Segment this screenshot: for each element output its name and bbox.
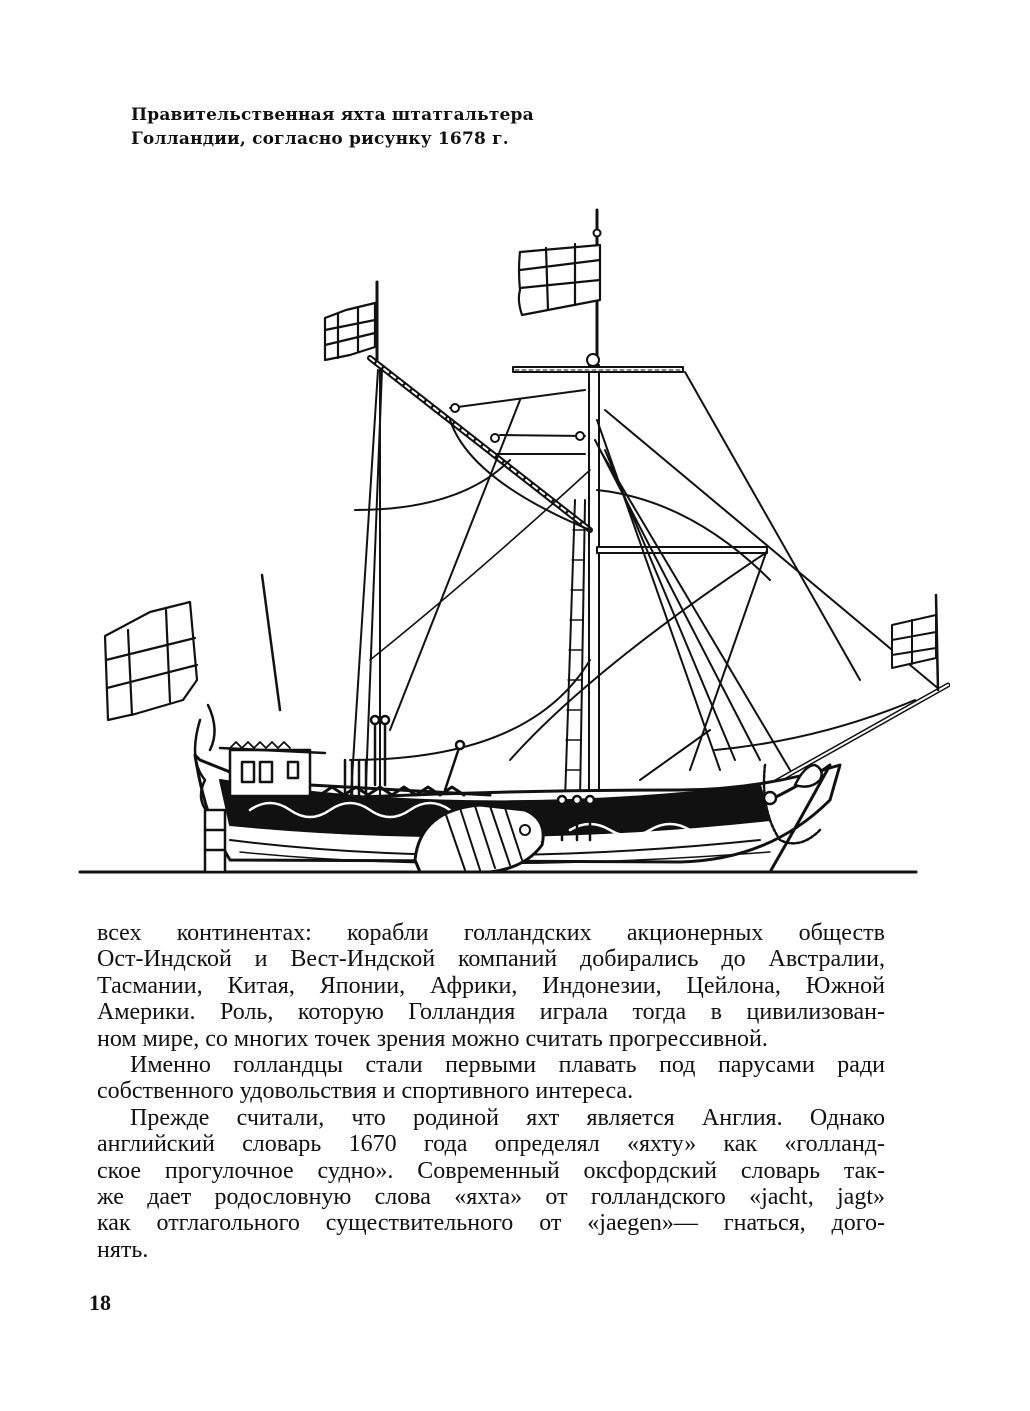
text-line: Ост-Индской и Вест-Индской компаний добирались до Австралии, (97, 946, 885, 973)
cabin (220, 742, 325, 796)
stern-flag (105, 602, 197, 720)
figure-caption (131, 103, 534, 151)
text-line: Тасмании, Китая, Японии, Африки, Индонезии, Цейлона, Южной (97, 972, 885, 999)
text-line: собственного удовольствия и спортивного интереса. (97, 1078, 634, 1105)
text-line: ном мире, со многих точек зрения можно считать прогрессивной. (97, 1025, 768, 1052)
ship-illustration (70, 200, 950, 890)
text-line: нять. (97, 1236, 149, 1263)
text-line: Америки. Роль, которую Голландия играла тогда в цивилизован- (97, 999, 885, 1026)
text-line: английский словарь 1670 года определял «яхту» как «голланд- (97, 1131, 885, 1158)
body-text (97, 920, 885, 1263)
text-line: Прежде считали, что родиной яхт является Англия. Однако (130, 1104, 885, 1131)
page-number: 18 (89, 1290, 111, 1315)
gaff-flag (325, 303, 375, 360)
caption-line: Голландии, согласно рисунку 1678 г. (131, 129, 509, 149)
stern-staff (262, 575, 280, 710)
paragraph (97, 920, 885, 1052)
paragraph (97, 1052, 885, 1105)
bow-flag (892, 615, 936, 668)
text-line: же дает родословную слова «яхта» от голландского «jacht, jagt» (97, 1184, 885, 1211)
text-line: ское прогулочное судно». Современный оксфордский словарь так- (97, 1157, 885, 1184)
foresail (510, 372, 940, 780)
paragraph (97, 1105, 885, 1263)
masthead-flag (519, 244, 600, 315)
caption-line: Правительственная яхта штатгальтера (131, 105, 534, 125)
text-line: всех континентах: корабли голландских акционерных обществ (97, 920, 885, 946)
text-line: как отглагольного существительного от «jaegen»— гнаться, дого- (97, 1210, 885, 1237)
mainmast (450, 210, 767, 855)
text-line: Именно голландцы стали первыми плавать под парусами ради (130, 1052, 885, 1079)
